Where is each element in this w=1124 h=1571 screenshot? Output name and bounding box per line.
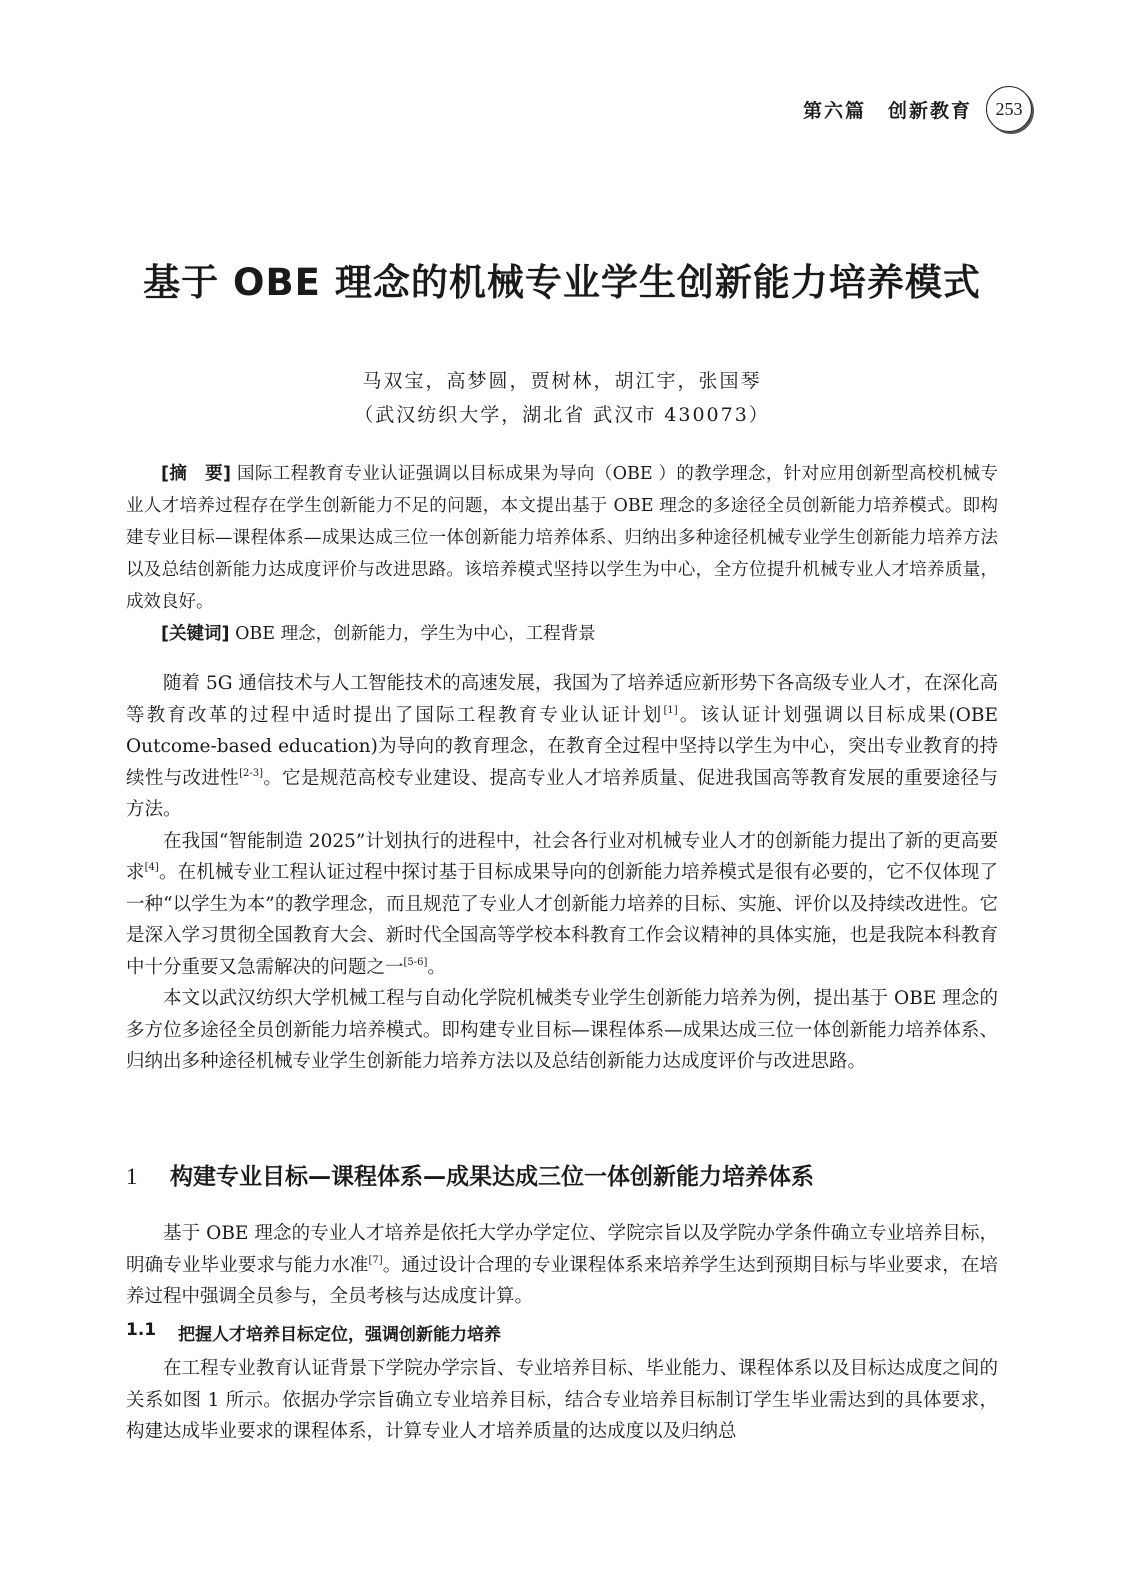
intro-paragraph-3: 本文以武汉纺织大学机械工程与自动化学院机械类专业学生创新能力培养为例，提出基于 OBE 理念的多方位多途径全员创新能力培养模式。即构建专业目标—课程体系—成果达成三位一体创新能力培养体系、归纳出多种途径机械专业学生创新能力培养方法以及总结创新能力达成度评价与改进思路。: [126, 988, 998, 1072]
text-run: 随着 5G 通信技术与人工智能技术的高速发展，我国为了培养适应新形势下各高级专业人才，在深化高等教育改革的过程中适时提出了国际工程教育专业认证计划: [126, 673, 998, 726]
keywords-text: OBE 理念，创新能力，学生为中心，工程背景: [229, 624, 596, 644]
subsection-heading-1-1: [126, 1320, 998, 1345]
citation: [7]: [368, 1254, 383, 1266]
section-1-1-paragraph-1: 在工程专业教育认证背景下学院办学宗旨、专业培养目标、毕业能力、课程体系以及目标达成度之间的关系如图 1 所示。依据办学宗旨确立专业培养目标，结合专业培养目标制订学生毕业需达到的具体要求，构建达成毕业要求的课程体系，计算专业人才培养质量的达成度以及归纳总: [126, 1358, 998, 1442]
section-1-1-block: [126, 1353, 998, 1448]
text-run: 。该认证计划强调以目标成果(OBE Outcome-based education)为导向的教育理念，在教育全过程中坚持以学生为中心，突出专业教育的持续性与改进性: [126, 704, 998, 789]
citation: [1]: [663, 704, 678, 716]
header-topic: 创新教育: [887, 99, 972, 122]
section-1-block: [126, 1218, 998, 1313]
section-title: 构建专业目标—课程体系—成果达成三位一体创新能力培养体系: [170, 1164, 814, 1190]
abstract-label: [摘 要]: [161, 464, 232, 484]
intro-block: [126, 668, 998, 1078]
abstract: [126, 458, 998, 618]
abstract-block: [126, 458, 998, 650]
paper-title: 基于 OBE 理念的机械专业学生创新能力培养模式: [143, 261, 981, 304]
text-run: 。在机械专业工程认证过程中探讨基于目标成果导向的创新能力培养模式是很有必要的，它不仅体现了一种“以学生为本”的教学理念，而且规范了专业人才创新能力培养的目标、实施、评价以及持续改进性。它是深入学习贯彻全国教育大会、新时代全国高等学校本科教育工作会议精神的具体实施，也是我院本科教育中十分重要又急需解决的问题之一: [126, 862, 998, 978]
header-part: 第六篇: [802, 99, 866, 122]
page-number: 253: [986, 86, 1032, 132]
keywords: [126, 618, 998, 650]
citation: [2-3]: [239, 767, 263, 779]
text-run: 。它是规范高校专业建设、提高专业人才培养质量、促进我国高等教育发展的重要途径与方法。: [126, 767, 998, 820]
running-header: [803, 84, 1032, 134]
section-number: 1: [126, 1164, 138, 1189]
section-1-paragraph-1: [126, 1218, 998, 1313]
subsection-number: 1.1: [126, 1320, 157, 1340]
intro-paragraph-1: [126, 668, 998, 826]
text-run: 。: [427, 956, 446, 978]
abstract-text: 国际工程教育专业认证强调以目标成果为导向（OBE ）的教学理念，针对应用创新型高校机械专业人才培养过程存在学生创新能力不足的问题，本文提出基于 OBE 理念的多途径全员创新能力培养模式。即构建专业目标—课程体系—成果达成三位一体创新能力培养体系、归纳出多种途径机械专业学生创新能力培养方法以及总结创新能力达成度评价与改进思路。该培养模式坚持以学生为中心，全方位提升机械专业人才培养质量，成效良好。: [126, 464, 998, 612]
text-run: 在我国“智能制造 2025”计划执行的进程中，社会各行业对机械专业人才的创新能力提出了新的更高要求: [126, 830, 998, 883]
authors: 马双宝，高梦圆，贾树林，胡江宇，张国琴: [362, 370, 762, 392]
text-run: 。通过设计合理的专业课程体系来培养学生达到预期目标与毕业要求，在培养过程中强调全员参与，全员考核与达成度计算。: [126, 1254, 998, 1307]
subsection-title: 把握人才培养目标定位，强调创新能力培养: [178, 1325, 501, 1345]
section-heading-1: [126, 1158, 998, 1191]
intro-paragraph-2: [126, 826, 998, 984]
citation: [5-6]: [403, 956, 428, 968]
citation: [4]: [144, 862, 159, 873]
keywords-label: [关键词]: [161, 624, 230, 644]
text-run: 基于 OBE 理念的专业人才培养是依托大学办学定位、学院宗旨以及学院办学条件确立专业培养目标，明确专业毕业要求与能力水准: [126, 1223, 998, 1276]
affiliation: （武汉纺织大学，湖北省 武汉市 430073）: [354, 404, 770, 426]
